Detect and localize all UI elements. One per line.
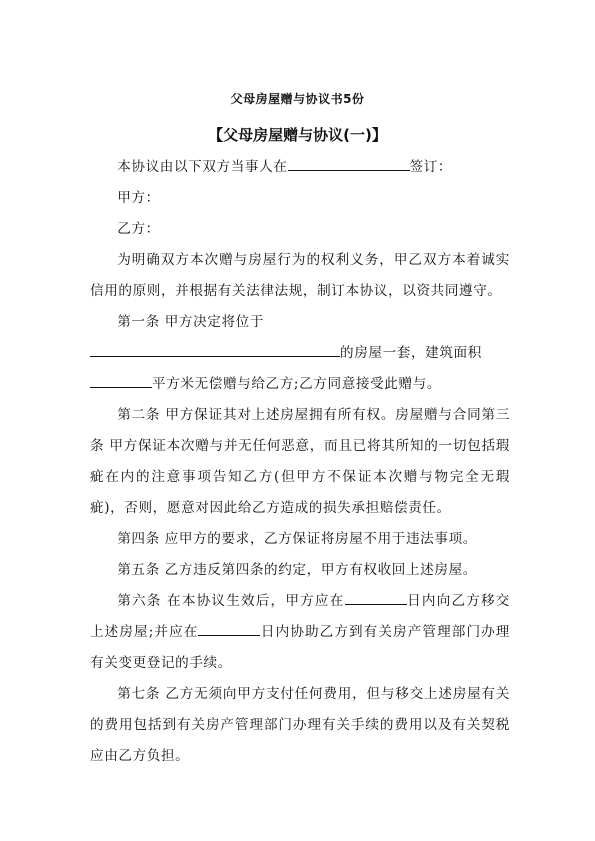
paragraph-article-1: 第一条 甲方决定将位于 [117,314,265,330]
paragraph-text: 日内向乙方移交上述房屋;并应在 [90,593,511,640]
building-area-blank [90,373,152,388]
paragraph-purpose: 为明确双方本次赠与房屋行为的权利义务，甲乙双方本着诚实信用的原则，并根据有关法律法规，制订本协议，以资共同遵守。 [90,252,510,299]
paragraph-text: 日内协助乙方到有关房产管理部门办理有关变更登记的手续。 [90,624,510,671]
paragraph-article-2: 第二条 甲方保证其对上述房屋拥有所有权。房屋赠与合同第三条 甲方保证本次赠与并无任何恶意，而且已将其所知的一切包括瑕疵在内的注意事项告知乙方(但甲方不保证本次赠与物完全无瑕疵)，否则，愿意对因此给乙方造成的损失承担赔偿责任。 [90,407,510,516]
signing-place-blank [288,156,410,171]
paragraph-text: 的房屋一套，建筑面积 [340,345,482,361]
paragraph-article-1-location [90,338,510,369]
paragraph-parties-intro [90,152,510,183]
handover-days-blank [345,590,407,605]
document-title: 父母房屋赠与协议书5份 [230,92,365,106]
paragraph-article-7: 第七条 乙方无须向甲方支付任何费用，但与移交上述房屋有关的费用包括到有关房产管理部门办理有关手续的费用以及有关契税应由乙方负担。 [90,686,510,764]
paragraph-text: 第六条 在本协议生效后，甲方应在 [117,593,345,609]
section-title: 【父母房屋赠与协议(一)】 [208,126,387,144]
paragraph-party-b: 乙方： [117,221,160,237]
house-location-blank [90,342,340,357]
paragraph-article-1-area [90,369,510,400]
paragraph-article-6 [90,586,510,679]
paragraph-text: 本协议由以下双方当事人在 [117,159,288,175]
paragraph-text: 平方米无偿赠与给乙方;乙方同意接受此赠与。 [152,376,442,392]
paragraph-party-a: 甲方： [117,190,160,206]
paragraph-article-5: 第五条 乙方违反第四条的约定，甲方有权收回上述房屋。 [117,562,477,578]
paragraph-article-4: 第四条 应甲方的要求，乙方保证将房屋不用于违法事项。 [117,531,477,547]
paragraph-text: 签订： [409,159,453,175]
document-body [90,152,510,772]
registration-days-blank [198,621,260,636]
